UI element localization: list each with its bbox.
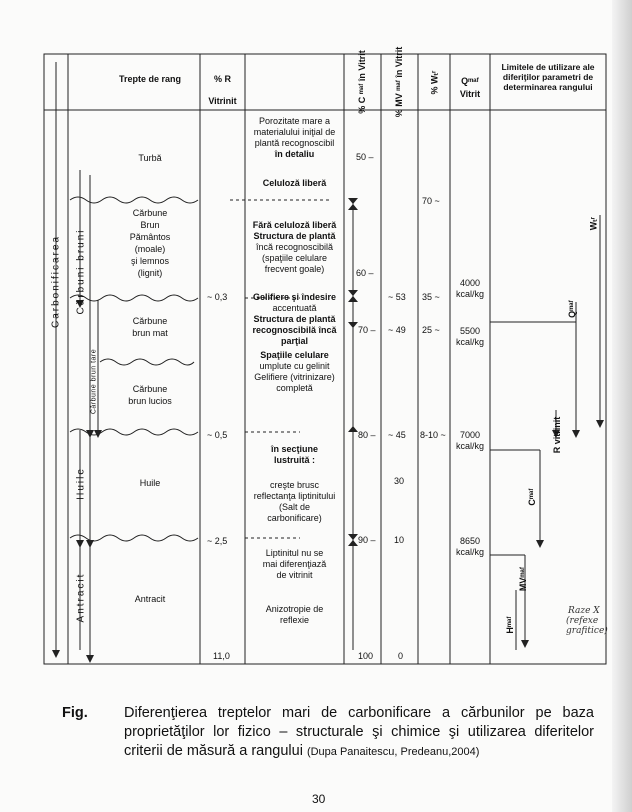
rank-antracit: Antracit [134,594,166,604]
structure-b8-3: de vitrinit [276,570,313,580]
rank-brun-mat-1: Cărbune [132,316,168,326]
c-value-90: 90 – [358,535,376,545]
stage-antracit: Antracit [75,572,87,623]
structure-b3-5: frecvent goale) [264,264,325,274]
structure-b3-2: Structura de plantă [253,231,336,241]
figure-label: Fig. [62,705,88,721]
stage-huile: Huile [75,467,87,500]
page-number: 30 [312,792,326,806]
w-value-8-10: 8-10 ~ [420,430,446,440]
q-unit-5500: kcal/kg [455,337,484,347]
structure-b6-2: lustruită : [273,455,315,465]
rank-brun-pamantos-3: Pământos [129,232,171,242]
q-value-7000: 7000 [459,430,481,440]
mv-value-53: ~ 53 [388,292,406,302]
header-limits: Limitele de utilizare ale diferiţilor parametri de determinarea rangului [501,62,595,92]
figure-caption-text: Diferenţierea treptelor mari de carbonificare a cărbunilor pe baza proprietăţilor lor fizico – structurale şi chimice şi utilizarea diferitelor criterii de măsură a rangului [124,705,594,759]
c-value-70: 70 – [358,325,376,335]
structure-b1-3: plantă recognoscibil [254,138,335,148]
structure-b1-2: materialului iniţial de [253,127,336,137]
structure-b7-3: (Salt de [278,502,311,512]
c-value-50: 50 – [356,152,374,162]
header-q-bottom: Vitrit [459,89,481,99]
rank-turba: Turbă [138,153,162,163]
rank-huile: Huile [139,478,161,488]
structure-b4-4: recognoscibilă încă [252,325,337,335]
structure-b4-1: Gelifiere şi îndesire [252,292,337,302]
structure-b7-1: creşte brusc [269,480,320,490]
handwritten-note-3: grafitice) [566,626,608,636]
stage-carbonificarea: Carbonificarea [50,234,62,329]
q-value-8650: 8650 [459,536,481,546]
structure-b1-4: în detaliu [274,149,315,159]
rank-brun-pamantos-6: (lignit) [137,268,163,278]
rank-brun-lucios-2: brun lucios [128,396,172,406]
figure-source: (Dupa Panaitescu, Predeanu,2004) [306,746,480,758]
header-r-bottom: Vitrinit [208,96,237,106]
q-value-5500: 5500 [459,326,481,336]
param-label-r: R vitrinit [552,416,562,454]
handwritten-note-2: (refexe [566,616,599,626]
stage-carbune-brun-tare: Cărbune brun tare [90,348,98,415]
mv-value-30: 30 [394,476,405,486]
param-label-h: Hᵐᵃᶠ [505,616,515,634]
q-unit-8650: kcal/kg [455,547,484,557]
structure-b3-3: încă recognoscibilă [255,242,334,252]
structure-b3-1: Fără celuloză liberă [252,220,337,230]
param-label-q: Qᵐᵃᶠ [567,300,577,318]
header-rank: Trepte de rang [118,74,181,84]
structure-b5-3: Gelifiere (vitrinizare) [254,372,335,382]
structure-b4-2: accentuată [272,303,317,313]
w-value-35: 35 ~ [422,292,440,302]
w-value-25: 25 ~ [422,325,440,335]
header-r-top: % R [213,74,231,84]
r-value-2: ~ 0,5 [207,430,228,440]
mv-value-10: 10 [394,535,405,545]
structure-b5-4: completă [276,383,313,393]
structure-b5-1: Spaţiile celulare [260,350,329,360]
header-mv-vitrit: % MV ᵐᵃᶠ în Vitrit [394,46,404,118]
structure-b3-4: (spaţiile celulare [261,253,328,263]
stage-carbuni-bruni: Cărbuni bruni [75,228,87,315]
w-value-70: 70 ~ [422,196,440,206]
param-label-c: Cᵐᵃᶠ [527,488,537,506]
header-wt: % Wₜʳ [429,70,440,95]
structure-b4-3: Structura de plantă [253,314,336,324]
mv-value-0: 0 [398,651,404,661]
structure-b7-4: carbonificare) [267,513,322,523]
structure-b6-1: în secţiune [270,444,318,454]
mv-value-49: ~ 49 [388,325,406,335]
rank-brun-lucios-1: Cărbune [132,384,168,394]
handwritten-note-1: Raze X [568,606,600,616]
header-c-vitrit: % C ᵐᵃᶠ în Vitrit [357,50,367,114]
structure-b4-5: parţial [280,336,308,346]
q-unit-4000: kcal/kg [455,289,484,299]
rank-brun-pamantos-4: (moale) [134,244,166,254]
r-value-4: 11,0 [213,651,230,661]
q-unit-7000: kcal/kg [455,441,484,451]
mv-value-45: ~ 45 [388,430,406,440]
header-q-top: Qᵐᵃᶠ [461,76,479,86]
c-value-100: 100 [358,651,374,661]
structure-b5-2: umplute cu gelinit [259,361,330,371]
param-label-w: Wₜʳ [588,216,599,231]
rank-brun-pamantos-2: Brun [140,220,160,230]
r-value-3: ~ 2,5 [207,536,228,546]
structure-b2: Celuloză liberă [262,178,327,188]
c-value-80: 80 – [358,430,376,440]
structure-b8-2: mai diferenţiază [262,559,327,569]
structure-b9-2: reflexie [279,615,309,625]
structure-b8-1: Liptinitul nu se [265,548,324,558]
structure-b9-1: Anizotropie de [265,604,324,614]
param-label-mv: MVᵐᵃᶠ [518,566,528,592]
q-value-4000: 4000 [459,278,481,288]
structure-b7-2: reflectanţa liptinitului [253,491,336,501]
rank-brun-mat-2: brun mat [132,328,168,338]
structure-b1-1: Porozitate mare a [258,116,331,126]
r-value-1: ~ 0,3 [207,292,228,302]
figure-caption-body [124,704,594,762]
rank-brun-pamantos-1: Cărbune [132,208,168,218]
c-value-60: 60 – [356,268,374,278]
rank-brun-pamantos-5: şi lemnos [130,256,169,266]
